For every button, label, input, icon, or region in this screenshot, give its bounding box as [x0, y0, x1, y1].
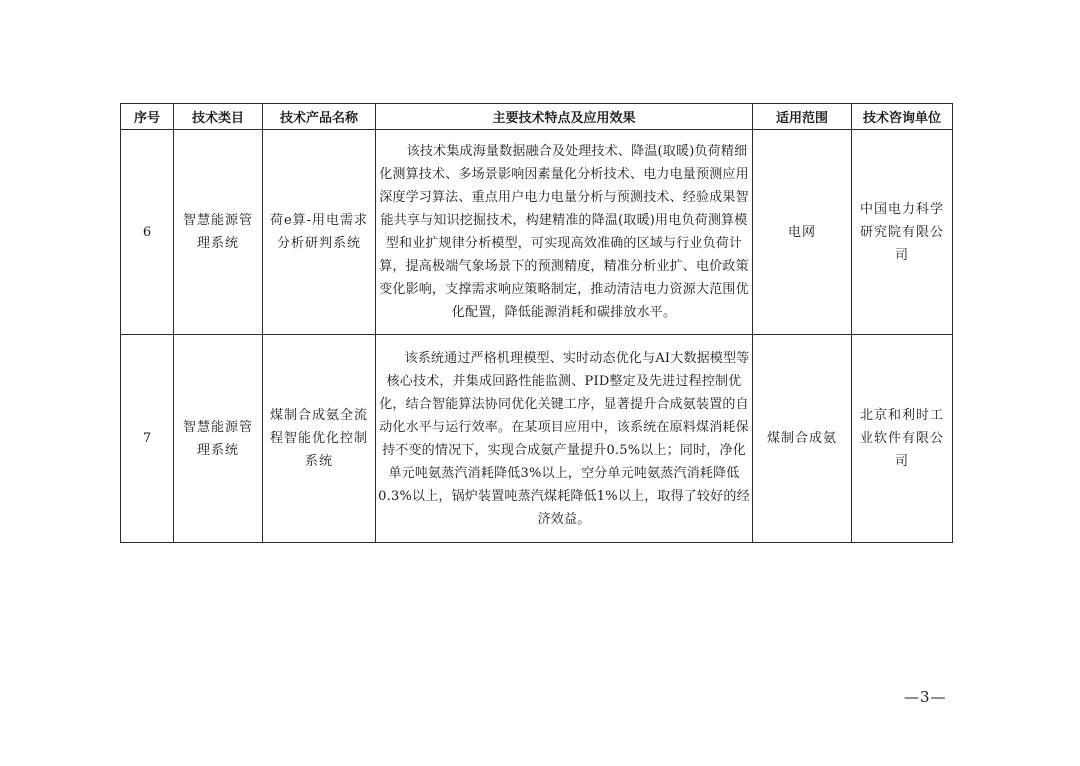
technology-table — [120, 103, 953, 543]
table-row — [121, 335, 953, 543]
row-scope: 电网 — [753, 130, 852, 335]
row-product: 荷e算-用电需求分析研判系统 — [263, 130, 376, 335]
row-consultant: 北京和利时工业软件有限公司 — [852, 335, 953, 543]
row-consultant: 中国电力科学研究院有限公司 — [852, 130, 953, 335]
row-scope: 煤制合成氨 — [753, 335, 852, 543]
row-description: 该系统通过严格机理模型、实时动态优化与AI大数据模型等核心技术，并集成回路性能监测、PID整定及先进过程控制优化，结合智能算法协同优化关键工序，显著提升合成氨装置的自动化水平与运行效率。在某项目应用中，该系统在原料煤消耗保持不变的情况下，实现合成氨产量提升0.5%以上；同时，净化单元吨氨蒸汽消耗降低3%以上，空分单元吨氨蒸汽消耗降低0.3%以上，锅炉装置吨蒸汽煤耗降低1%以上，取得了较好的经济效益。 — [376, 335, 753, 543]
header-product: 技术产品名称 — [263, 104, 376, 130]
page-number: —3— — [904, 688, 947, 706]
row-no: 6 — [121, 130, 174, 335]
header-no: 序号 — [121, 104, 174, 130]
header-description: 主要技术特点及应用效果 — [376, 104, 753, 130]
header-category: 技术类目 — [174, 104, 263, 130]
row-category: 智慧能源管理系统 — [174, 130, 263, 335]
row-category: 智慧能源管理系统 — [174, 335, 263, 543]
header-consultant: 技术咨询单位 — [852, 104, 953, 130]
header-scope: 适用范围 — [753, 104, 852, 130]
row-no: 7 — [121, 335, 174, 543]
table-row — [121, 130, 953, 335]
row-description: 该技术集成海量数据融合及处理技术、降温(取暖)负荷精细化测算技术、多场景影响因素量化分析技术、电力电量预测应用深度学习算法、重点用户电力电量分析与预测技术、经验成果智能共享与知识挖掘技术，构建精准的降温(取暖)用电负荷测算模型和业扩规律分析模型，可实现高效准确的区域与行业负荷计算，提高极端气象场景下的预测精度，精准分析业扩、电价政策变化影响，支撑需求响应策略制定，推动清洁电力资源大范围优化配置，降低能源消耗和碳排放水平。 — [376, 130, 753, 335]
row-product: 煤制合成氨全流程智能优化控制系统 — [263, 335, 376, 543]
table-header-row — [121, 104, 953, 130]
